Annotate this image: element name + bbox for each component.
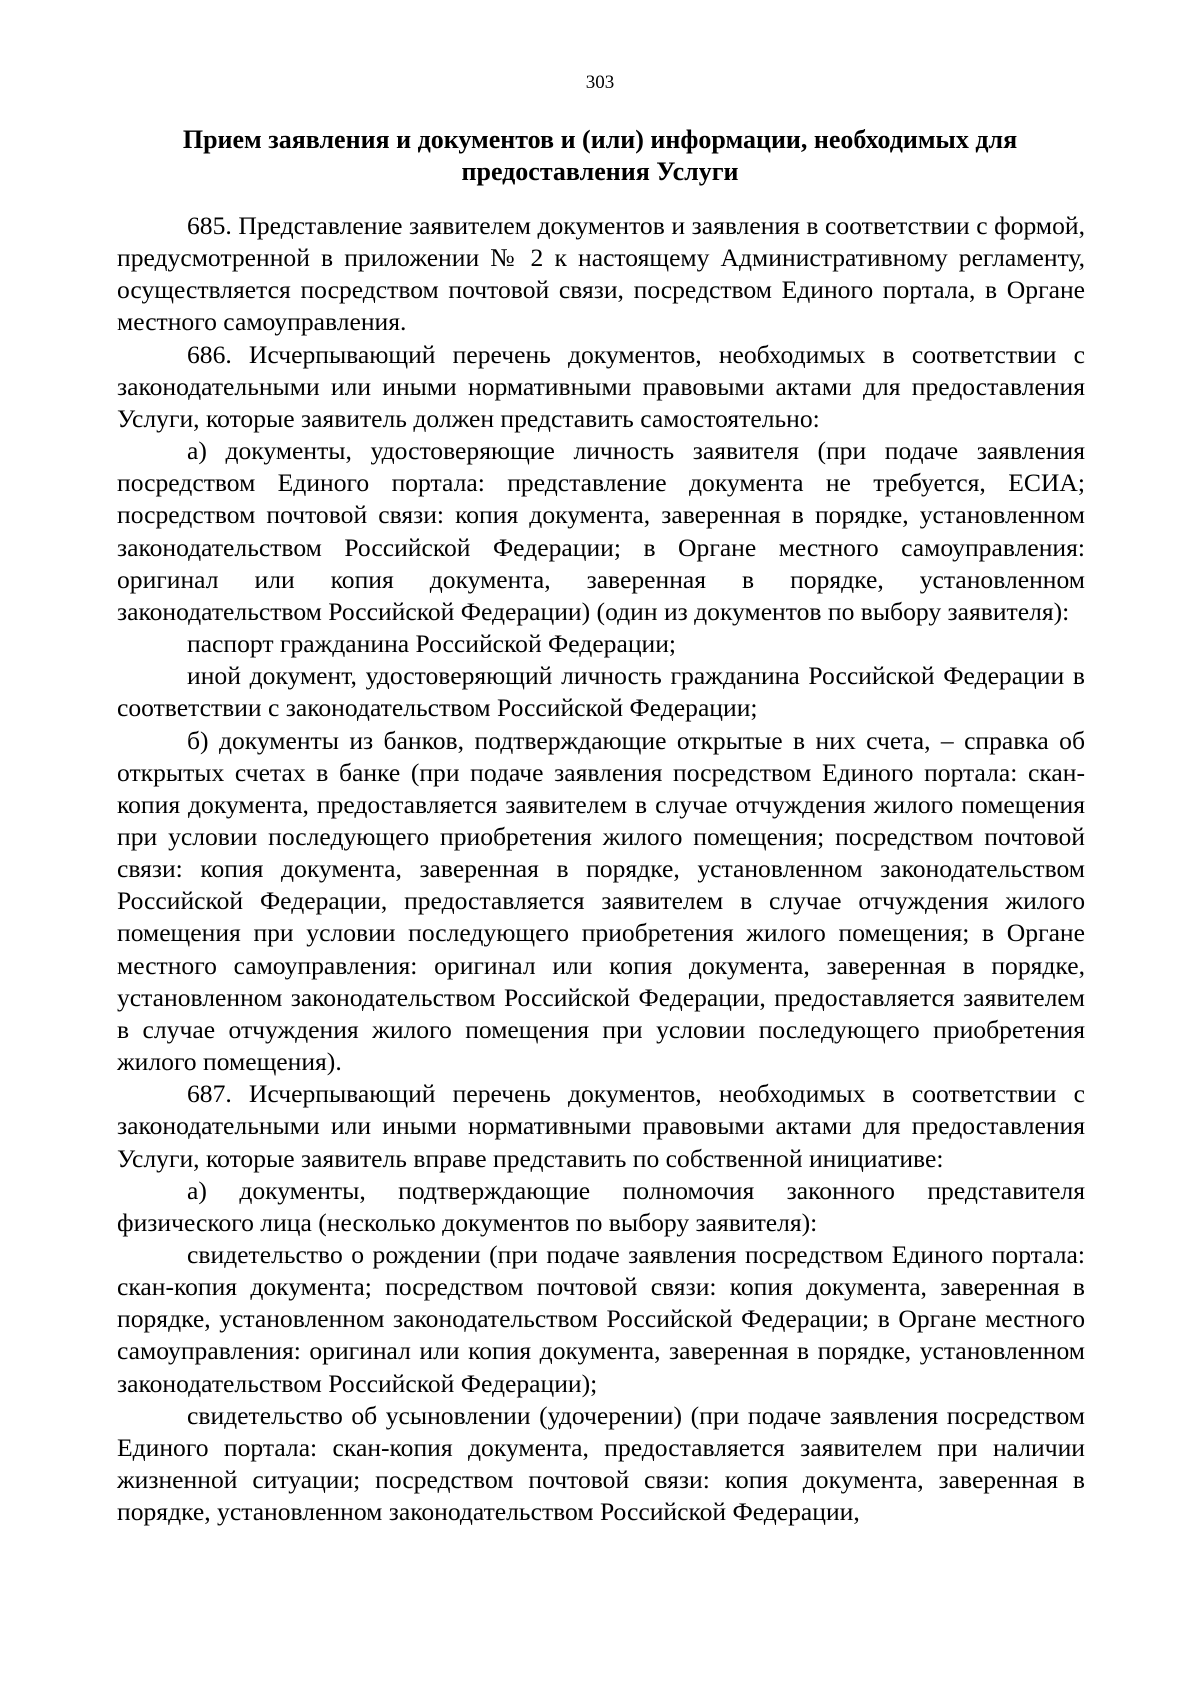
list-item-686-a: а) документы, удостоверяющие личность заявителя (при подаче заявления посредством Единого портала: представление документа не требуется, ЕСИА; посредством почтовой связи: копия документа, заверенная в порядке, установленном законодательством Российской Федерации; в Органе местного самоуправления: оригинал или копия документа, заверенная в порядке, установленном законодательством Российской Федерации) (один из документов по выбору заявителя): [117,436,1085,626]
list-item-passport: паспорт гражданина Российской Федерации; [187,629,677,659]
paragraph-686: 686. Исчерпывающий перечень документов, необходимых в соответствии с законодательными или иными нормативными правовыми актами для предоставления Услуги, которые заявитель должен представить самостоятельно: [117,339,1085,433]
list-item-other-id: иной документ, удостоверяющий личность гражданина Российской Федерации в соответствии с законодательством Российской Федерации; [117,661,1085,723]
paragraph-687: 687. Исчерпывающий перечень документов, необходимых в соответствии с законодательными или иными нормативными правовыми актами для предоставления Услуги, которые заявитель вправе представить по собственной инициативе: [117,1079,1085,1173]
list-item-687-a: а) документы, подтверждающие полномочия законного представителя физического лица (несколько документов по выбору заявителя): [117,1175,1085,1237]
list-item-686-b: б) документы из банков, подтверждающие открытые в них счета, – справка об открытых счетах в банке (при подаче заявления посредством Единого портала: скан-копия документа, предоставляется заявителем в случае отчуждения жилого помещения при условии последующего приобретения жилого помещения; посредством почтовой связи: копия документа, заверенная в порядке, установленном законодательством Российской Федерации, предоставляется заявителем в случае отчуждения жилого помещения при условии последующего приобретения жилого помещения; в Органе местного самоуправления: оригинал или копия документа, заверенная в порядке, установленном законодательством Российской Федерации, предоставляется заявителем в случае отчуждения жилого помещения при условии последующего приобретения жилого помещения). [117,725,1085,1077]
list-item-adoption-certificate: свидетельство об усыновлении (удочерении) (при подаче заявления посредством Единого портала: скан-копия документа, предоставляется заявителем при наличии жизненной ситуации; посредством почтовой связи: копия документа, заверенная в порядке, установленном законодательством Российской Федерации, [117,1400,1085,1527]
list-item-birth-certificate: свидетельство о рождении (при подаче заявления посредством Единого портала: скан-копия документа; посредством почтовой связи: копия документа, заверенная в порядке, установленном законодательством Российской Федерации; в Органе местного самоуправления: оригинал или копия документа, заверенная в порядке, установленном законодательством Российской Федерации); [117,1240,1085,1398]
section-heading: Прием заявления и документов и (или) информации, необходимых для предоставления Услуги [182,125,1018,186]
document-body [117,210,1085,1528]
page-number: 303 [585,72,615,93]
paragraph-685: 685. Представление заявителем документов и заявления в соответствии с формой, предусмотренной в приложении № 2 к настоящему Административному регламенту, осуществляется посредством почтовой связи, посредством Единого портала, в Органе местного самоуправления. [117,211,1085,337]
